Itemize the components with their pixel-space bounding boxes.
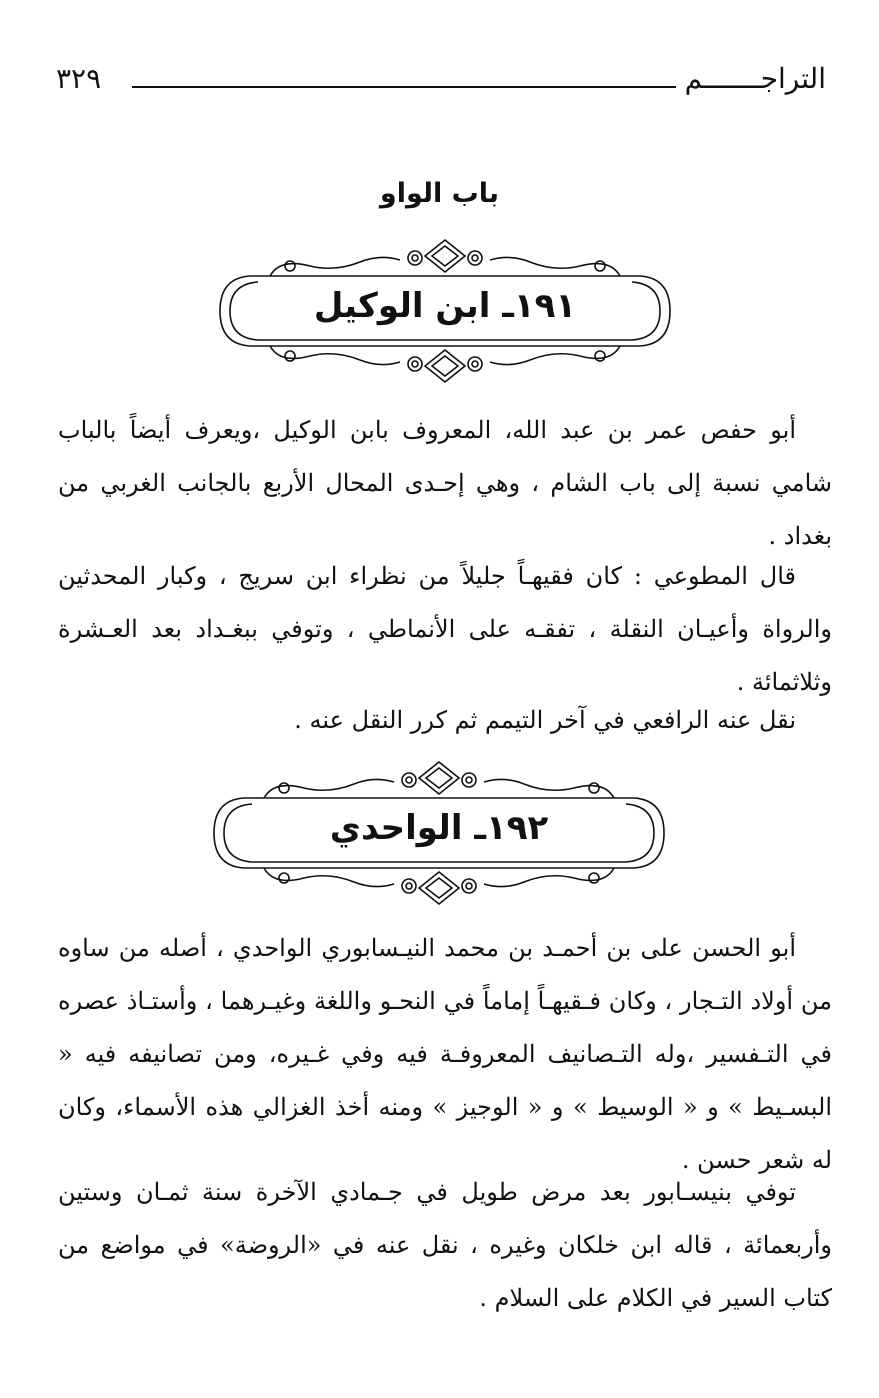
entry-191-paragraph-3: نقل عنه الرافعي في آخر التيمم ثم كرر النقل عنه .: [294, 706, 796, 734]
entry-191-title: ١٩١ـ ابن الوكيل: [313, 286, 577, 326]
running-header: [56, 58, 826, 108]
entry-191-paragraph-1: أبو حفص عمر بن عبد الله، المعروف بابن الوكيل ،ويعرف أيضاً بالباب شامي نسبة إلى باب الشام ، وهي إحـدى المحال الأربع بالجانب الغربي من بغداد .: [58, 416, 832, 550]
section-heading: باب الواو: [379, 178, 500, 209]
entry-192-title-frame: [204, 758, 674, 908]
entry-192-title: ١٩٢ـ الواحدي: [329, 808, 549, 848]
running-title: التراجـــــــم: [684, 62, 826, 95]
page-number: ٣٢٩: [56, 62, 102, 95]
entry-192-paragraph-2: توفي بنيسـابور بعد مرض طويل في جـمادي الآخرة سنة ثمـان وستين وأربعمائة ، قاله ابن خلكان وغيره ، نقل عنه في «الروضة» في مواضع من كتاب السير في الكلام على السلام .: [58, 1178, 832, 1312]
header-rule: [132, 86, 676, 88]
entry-191-paragraph-2: قال المطوعي : كان فقيهـاً جليلاً من نظراء ابن سريج ، وكبار المحدثين والرواة وأعيـان النقلة ، تفقـه على الأنماطي ، وتوفي ببغـداد بعد العـشرة وثلاثمائة .: [58, 562, 832, 696]
entry-192-paragraph-1: أبو الحسن على بن أحمـد بن محمد النيـسابوري الواحدي ، أصله من ساوه من أولاد التـجار ، وكان فـقيهـاً إماماً في النحـو واللغة وغيـرهما ، وأستـاذ عصره في التـفسير ،وله التـصانيف المعروفـة فيه وفي غـيره، ومن تصانيفه فيه « البسـيط » و « الوسيط » و « الوجيز » ومنه أخذ الغزالي هذه الأسماء، وكان له شعر حسن .: [58, 934, 832, 1174]
entry-191-title-frame: [210, 236, 680, 386]
